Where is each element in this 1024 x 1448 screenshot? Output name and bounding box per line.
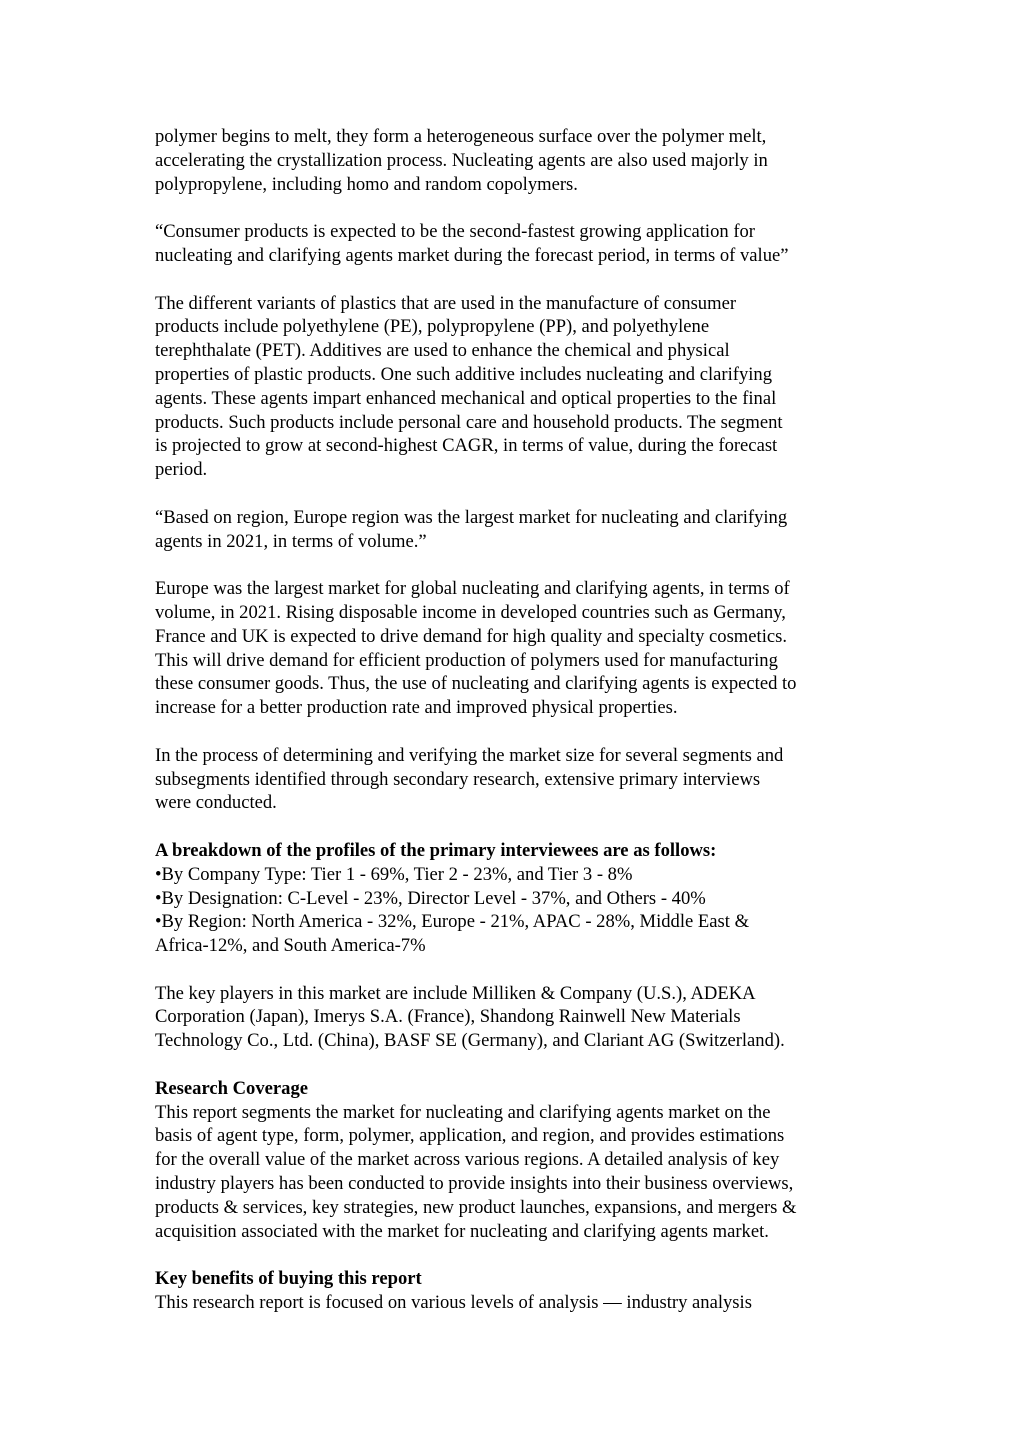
breakdown-item-designation: •By Designation: C-Level - 23%, Director Level - 37%, and Others - 40% [155, 887, 706, 909]
paragraph-intro-polymer [155, 125, 875, 196]
text-line: properties of plastic products. One such additive includes nucleating and clarifying [155, 363, 773, 385]
breakdown-item-region: •By Region: North America - 32%, Europe - 21%, APAC - 28%, Middle East & [155, 911, 750, 933]
paragraph-plastics-variants [155, 292, 875, 482]
paragraph-key-players [155, 982, 875, 1053]
paragraph-quote-consumer [155, 220, 875, 268]
text-line: industry players has been conducted to provide insights into their business overviews, [155, 1173, 794, 1195]
text-line: In the process of determining and verifying the market size for several segments and [155, 744, 784, 766]
text-line: is projected to grow at second-highest CAGR, in terms of value, during the forecast [155, 435, 778, 457]
text-line: these consumer goods. Thus, the use of nucleating and clarifying agents is expected to [155, 673, 797, 695]
paragraph-europe-market [155, 577, 875, 720]
text-line: Corporation (Japan), Imerys S.A. (France), Shandong Rainwell New Materials [155, 1006, 741, 1028]
text-line: terephthalate (PET). Additives are used to enhance the chemical and physical [155, 340, 730, 362]
breakdown-heading: A breakdown of the profiles of the primary interviewees are as follows: [155, 839, 717, 861]
text-line: Europe was the largest market for global nucleating and clarifying agents, in terms of [155, 578, 790, 600]
text-line: volume, in 2021. Rising disposable income in developed countries such as Germany, [155, 601, 786, 623]
research-coverage-heading: Research Coverage [155, 1077, 308, 1099]
text-line: polymer begins to melt, they form a heterogeneous surface over the polymer melt, [155, 126, 767, 147]
document-page [155, 125, 875, 1315]
text-line: subsegments identified through secondary research, extensive primary interviews [155, 768, 761, 790]
text-line: products include polyethylene (PE), polypropylene (PP), and polyethylene [155, 316, 710, 338]
text-line: France and UK is expected to drive demand for high quality and specialty cosmetics. [155, 625, 787, 647]
text-line: agents in 2021, in terms of volume.” [155, 530, 427, 552]
text-line: The different variants of plastics that are used in the manufacture of consumer [155, 292, 737, 314]
text-line: products. Such products include personal care and household products. The segment [155, 411, 783, 433]
text-line: agents. These agents impart enhanced mechanical and optical properties to the final [155, 387, 777, 409]
text-line: nucleating and clarifying agents market during the forecast period, in terms of value” [155, 244, 789, 266]
text-line: The key players in this market are include Milliken & Company (U.S.), ADEKA [155, 982, 756, 1004]
text-line: basis of agent type, form, polymer, application, and region, and provides estimations [155, 1125, 785, 1147]
paragraph-market-size-process [155, 744, 875, 815]
text-line: for the overall value of the market across various regions. A detailed analysis of key [155, 1149, 780, 1171]
key-benefits-heading: Key benefits of buying this report [155, 1268, 422, 1290]
research-coverage-section [155, 1077, 875, 1244]
text-line: period. [155, 459, 208, 481]
text-line: increase for a better production rate and improved physical properties. [155, 697, 678, 719]
text-line: polypropylene, including homo and random copolymers. [155, 173, 578, 195]
key-benefits-section [155, 1267, 875, 1315]
breakdown-item-company-type: •By Company Type: Tier 1 - 69%, Tier 2 - 23%, and Tier 3 - 8% [155, 863, 633, 885]
text-line: acquisition associated with the market for nucleating and clarifying agents market. [155, 1220, 769, 1242]
text-line: This report segments the market for nucleating and clarifying agents market on the [155, 1101, 771, 1123]
text-line: accelerating the crystallization process. Nucleating agents are also used majorly in [155, 149, 768, 171]
paragraph-quote-europe [155, 506, 875, 554]
text-line: products & services, key strategies, new product launches, expansions, and mergers & [155, 1196, 797, 1218]
text-line: Technology Co., Ltd. (China), BASF SE (Germany), and Clariant AG (Switzerland). [155, 1030, 785, 1052]
text-line: “Based on region, Europe region was the largest market for nucleating and clarifying [155, 506, 788, 528]
text-line: This research report is focused on various levels of analysis — industry analysis [155, 1292, 752, 1314]
text-line: This will drive demand for efficient production of polymers used for manufacturing [155, 649, 778, 671]
text-line: were conducted. [155, 792, 277, 814]
interviewee-breakdown-section [155, 839, 875, 958]
breakdown-item-region-cont: Africa-12%, and South America-7% [155, 935, 426, 957]
text-line: “Consumer products is expected to be the second-fastest growing application for [155, 221, 755, 243]
